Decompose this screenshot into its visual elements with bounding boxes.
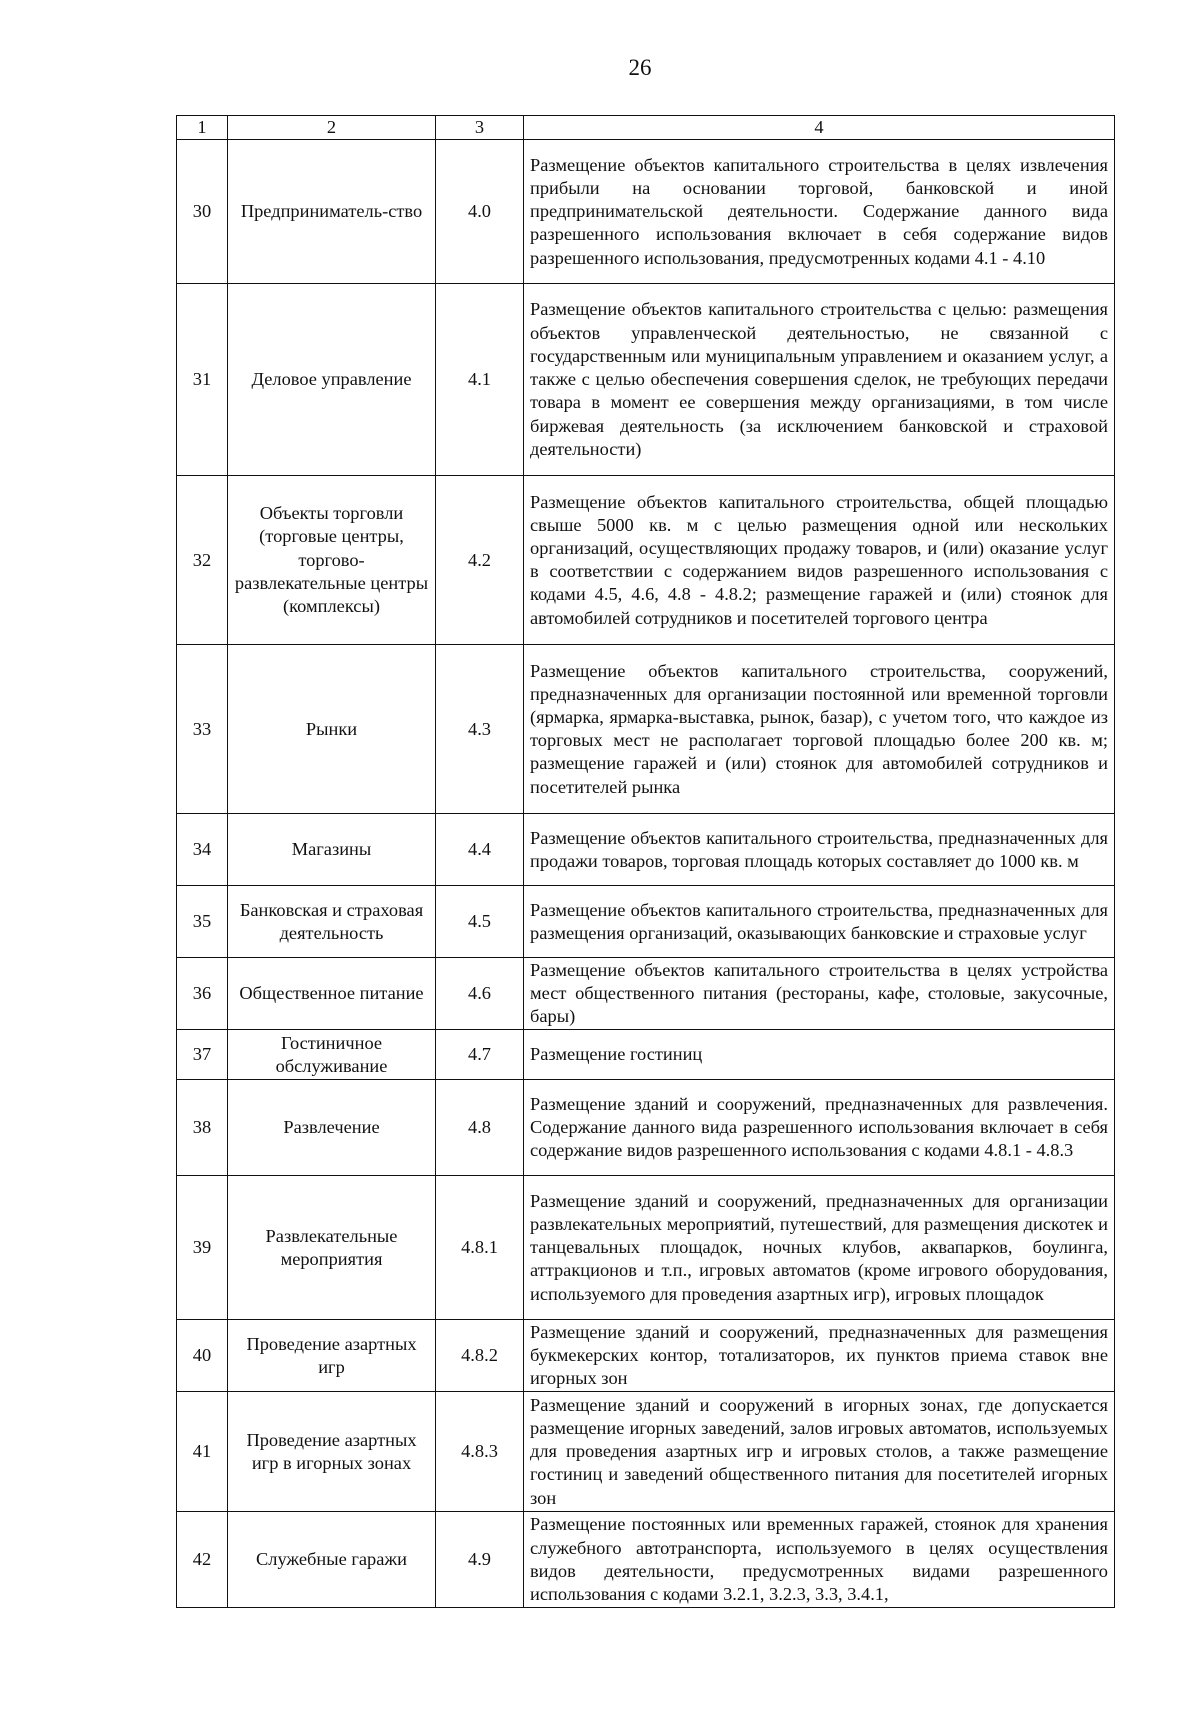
header-col-3: 3 xyxy=(436,116,524,140)
row-code: 4.8.2 xyxy=(436,1320,524,1392)
row-description: Размещение объектов капитального строительства, сооружений, предназначенных для организации постоянной или временной торговли (ярмарка, ярмарка-выставка, рынок, базар), с учетом того, что каждое из торговых мест не располагает торговой площадью более 200 кв. м; размещение гаражей и (или) стоянок для автомобилей сотрудников и посетителей рынка xyxy=(524,645,1115,814)
row-name: Проведение азартных игр xyxy=(228,1320,436,1392)
table-row xyxy=(177,1512,1115,1608)
row-name: Рынки xyxy=(228,645,436,814)
row-code: 4.6 xyxy=(436,958,524,1030)
table-row xyxy=(177,1176,1115,1320)
row-description: Размещение зданий и сооружений в игорных зонах, где допускается размещение игорных заведений, залов игровых автоматов, используемых для проведения азартных игр и игровых столов, а также размещение гостиниц и заведений общественного питания для посетителей игорных зон xyxy=(524,1392,1115,1512)
row-code: 4.8.3 xyxy=(436,1392,524,1512)
header-col-4: 4 xyxy=(524,116,1115,140)
row-code: 4.1 xyxy=(436,284,524,476)
row-code: 4.7 xyxy=(436,1030,524,1080)
row-description: Размещение зданий и сооружений, предназначенных для организации развлекательных мероприятий, путешествий, для размещения дискотек и танцевальных площадок, ночных клубов, аквапарков, боулинга, аттракционов и т.п., игровых автоматов (кроме игрового оборудования, используемого для проведения азартных игр), игровых площадок xyxy=(524,1176,1115,1320)
row-code: 4.2 xyxy=(436,476,524,645)
row-name: Деловое управление xyxy=(228,284,436,476)
row-number: 33 xyxy=(177,645,228,814)
row-code: 4.0 xyxy=(436,140,524,284)
row-name: Магазины xyxy=(228,814,436,886)
table-row xyxy=(177,1320,1115,1392)
row-number: 37 xyxy=(177,1030,228,1080)
row-number: 38 xyxy=(177,1080,228,1176)
row-description: Размещение зданий и сооружений, предназначенных для развлечения. Содержание данного вида разрешенного использования включает в себя содержание видов разрешенного использования с кодами 4.8.1 - 4.8.3 xyxy=(524,1080,1115,1176)
table-row xyxy=(177,1080,1115,1176)
table-row xyxy=(177,814,1115,886)
row-name: Общественное питание xyxy=(228,958,436,1030)
row-description: Размещение объектов капитального строительства, предназначенных для продажи товаров, торговая площадь которых составляет до 1000 кв. м xyxy=(524,814,1115,886)
row-name: Банковская и страховая деятельность xyxy=(228,886,436,958)
table-row xyxy=(177,645,1115,814)
row-number: 42 xyxy=(177,1512,228,1608)
table-row xyxy=(177,476,1115,645)
row-description: Размещение объектов капитального строительства, общей площадью свыше 5000 кв. м с целью размещения одной или нескольких организаций, осуществляющих продажу товаров, и (или) оказание услуг в соответствии с содержанием видов разрешенного использования с кодами 4.5, 4.6, 4.8 - 4.8.2; размещение гаражей и (или) стоянок для автомобилей сотрудников и посетителей торгового центра xyxy=(524,476,1115,645)
row-description: Размещение зданий и сооружений, предназначенных для размещения букмекерских контор, тотализаторов, их пунктов приема ставок вне игорных зон xyxy=(524,1320,1115,1392)
row-name: Объекты торговли (торговые центры, торгово-развлекательные центры (комплексы) xyxy=(228,476,436,645)
row-description: Размещение постоянных или временных гаражей, стоянок для хранения служебного автотранспорта, используемого в целях осуществления видов деятельности, предусмотренных видами разрешенного использования с кодами 3.2.1, 3.2.3, 3.3, 3.4.1, xyxy=(524,1512,1115,1608)
row-code: 4.8 xyxy=(436,1080,524,1176)
row-name: Предприниматель-ство xyxy=(228,140,436,284)
row-name: Развлекательные мероприятия xyxy=(228,1176,436,1320)
row-number: 40 xyxy=(177,1320,228,1392)
table-row xyxy=(177,1030,1115,1080)
row-number: 41 xyxy=(177,1392,228,1512)
row-name: Проведение азартных игр в игорных зонах xyxy=(228,1392,436,1512)
table-header-row xyxy=(177,116,1115,140)
land-use-table xyxy=(176,115,1115,1608)
table-row xyxy=(177,958,1115,1030)
row-number: 31 xyxy=(177,284,228,476)
row-code: 4.3 xyxy=(436,645,524,814)
row-description: Размещение объектов капитального строительства с целью: размещения объектов управленческой деятельностью, не связанной с государственным или муниципальным управлением и оказанием услуг, а также с целью обеспечения совершения сделок, не требующих передачи товара в момент ее совершения между организациями, в том числе биржевая деятельность (за исключением банковской и страховой деятельности) xyxy=(524,284,1115,476)
row-description: Размещение объектов капитального строительства в целях извлечения прибыли на основании торговой, банковской и иной предпринимательской деятельности. Содержание данного вида разрешенного использования включает в себя содержание видов разрешенного использования, предусмотренных кодами 4.1 - 4.10 xyxy=(524,140,1115,284)
row-description: Размещение гостиниц xyxy=(524,1030,1115,1080)
row-code: 4.4 xyxy=(436,814,524,886)
row-name: Служебные гаражи xyxy=(228,1512,436,1608)
row-number: 36 xyxy=(177,958,228,1030)
row-code: 4.8.1 xyxy=(436,1176,524,1320)
header-col-2: 2 xyxy=(228,116,436,140)
row-code: 4.9 xyxy=(436,1512,524,1608)
row-name: Развлечение xyxy=(228,1080,436,1176)
table-row xyxy=(177,1392,1115,1512)
row-number: 35 xyxy=(177,886,228,958)
row-code: 4.5 xyxy=(436,886,524,958)
header-col-1: 1 xyxy=(177,116,228,140)
table-row xyxy=(177,886,1115,958)
row-number: 39 xyxy=(177,1176,228,1320)
table-row xyxy=(177,140,1115,284)
page-number: 26 xyxy=(628,55,652,80)
row-number: 30 xyxy=(177,140,228,284)
row-description: Размещение объектов капитального строительства, предназначенных для размещения организаций, оказывающих банковские и страховые услуг xyxy=(524,886,1115,958)
row-description: Размещение объектов капитального строительства в целях устройства мест общественного питания (рестораны, кафе, столовые, закусочные, бары) xyxy=(524,958,1115,1030)
row-number: 32 xyxy=(177,476,228,645)
row-number: 34 xyxy=(177,814,228,886)
row-name: Гостиничное обслуживание xyxy=(228,1030,436,1080)
table-row xyxy=(177,284,1115,476)
